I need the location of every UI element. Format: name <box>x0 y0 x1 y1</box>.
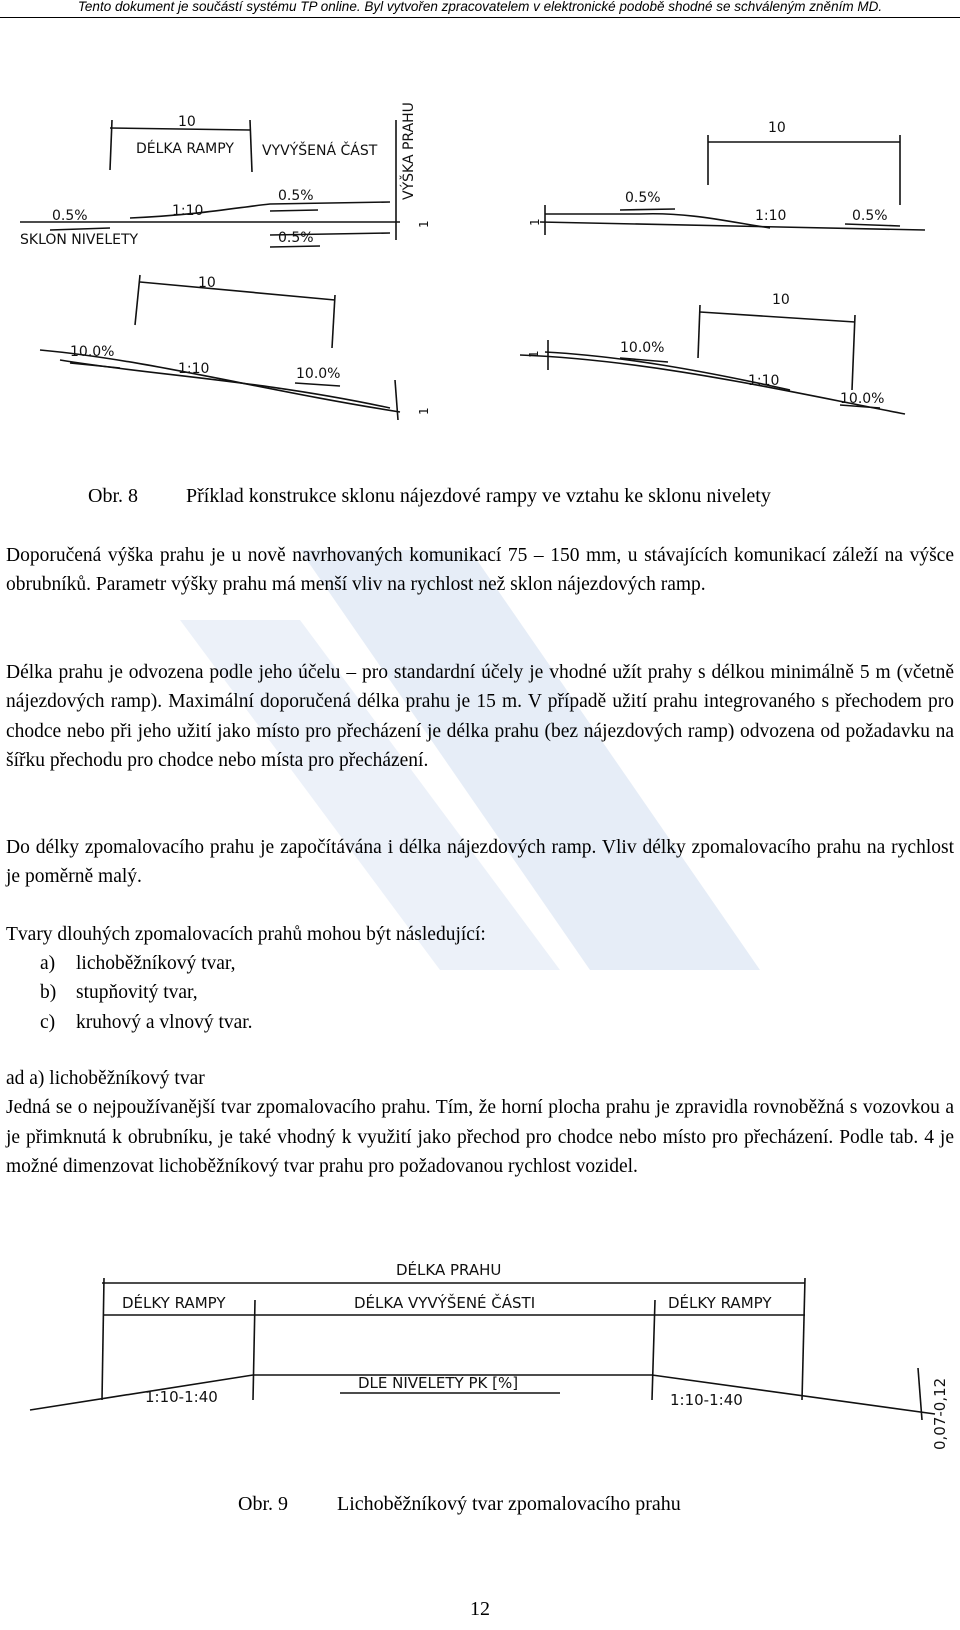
shapes-list <box>40 949 253 1037</box>
list-item <box>40 1008 253 1037</box>
section-heading: ad a) lichoběžníkový tvar <box>6 1068 205 1089</box>
fig8-tl-threshold-height: VÝŠKA PRAHU <box>401 102 417 200</box>
list-item-label: a) <box>40 953 56 974</box>
fig8-tl-raised-part: VYVÝŠENÁ ČÁST <box>262 143 378 159</box>
page-number: 12 <box>470 1598 490 1620</box>
figure-9-caption-text: Lichoběžníkový tvar zpomalovacího prahu <box>337 1493 681 1515</box>
figure-9-caption-number: Obr. 9 <box>238 1493 288 1515</box>
fig9-ramp-left: DÉLKY RAMPY <box>122 1294 226 1312</box>
fig8-tl-ratio: 1:10 <box>172 203 204 219</box>
fig9-total-length: DÉLKA PRAHU <box>396 1261 502 1279</box>
list-item-label: c) <box>40 1011 56 1033</box>
fig9-slope-left: 1:10-1:40 <box>145 1388 218 1406</box>
paragraph-text: Do délky zpomalovacího prahu je započítávána i délka nájezdových ramp. Vliv délky zpomalovacího prahu na rychlost je poměrně malý. <box>6 837 954 888</box>
list-item <box>40 949 253 978</box>
fig8-tl-unit: 1 <box>417 220 431 228</box>
fig8-tl-ramp-length: DÉLKA RAMPY <box>136 141 234 157</box>
paragraph-threshold-length <box>6 658 954 776</box>
paragraph-trapezoid <box>6 1064 954 1182</box>
fig9-slope-right: 1:10-1:40 <box>670 1391 743 1409</box>
figure-8-diagram <box>0 90 960 450</box>
fig8-tr-unit: 1 <box>528 218 542 226</box>
fig8-br-ratio: 1:10 <box>748 373 780 389</box>
fig8-tl-slope-bottom: 0.5% <box>278 230 314 246</box>
fig8-bl-unit: 1 <box>417 407 431 415</box>
fig8-tr-length: 10 <box>768 120 786 136</box>
paragraph-text: Doporučená výška prahu je u nově navrhovaných komunikací 75 – 150 mm, u stávajících komunikací záleží na výšce obrubníků. Parametr výšky prahu má menší vliv na rychlost než sklon nájezdových ramp. <box>6 545 954 596</box>
fig9-height: 0,07-0,12 <box>931 1377 949 1450</box>
list-item-text: stupňovitý tvar, <box>76 982 198 1004</box>
figure-8-caption-number: Obr. 8 <box>88 485 138 507</box>
paragraph-ramp-length <box>6 833 954 892</box>
fig8-br-length: 10 <box>772 292 790 308</box>
figure-9-diagram <box>0 1250 960 1480</box>
fig8-bl-slope-left: 10.0% <box>70 344 115 360</box>
fig8-bl-length: 10 <box>198 275 216 291</box>
fig9-grade: DLE NIVELETY PK [%] <box>358 1374 519 1392</box>
document-header: Tento dokument je součástí systému TP online. Byl vytvořen zpracovatelem v elektronické podobě shodné se schváleným zněním MD. <box>77 0 883 14</box>
paragraph-shapes-intro <box>6 920 954 949</box>
header-divider <box>0 17 960 18</box>
fig9-ramp-right: DÉLKY RAMPY <box>668 1294 772 1312</box>
paragraph-text: Délka prahu je odvozena podle jeho účelu – pro standardní účely je vhodné užít prahy s délkou minimálně 5 m (včetně nájezdových ramp). Maximální doporučená délka prahu je 15 m. V případě užití prahu integrovaného s přechodem pro chodce nebo při jeho užití jako místo pro přecházení je délka prahu (bez nájezdových ramp) odvozena od požadavku na šířku přechodu pro chodce nebo místa pro přecházení. <box>6 662 954 772</box>
list-item-text: kruhový a vlnový tvar. <box>76 1011 253 1033</box>
fig8-br-slope-left: 10.0% <box>620 340 665 356</box>
fig8-tl-slope-top: 0.5% <box>278 188 314 204</box>
fig8-br-slope-right: 10.0% <box>840 391 885 407</box>
fig8-tr-slope-left: 0.5% <box>625 190 661 206</box>
list-item <box>40 978 253 1007</box>
fig9-raised-part: DÉLKA VYVÝŠENÉ ČÁSTI <box>354 1294 536 1312</box>
fig8-tl-slope-left: 0.5% <box>52 208 88 224</box>
fig8-bl-ratio: 1:10 <box>178 361 210 377</box>
paragraph-threshold-height <box>6 541 954 600</box>
paragraph-text: Jedná se o nejpoužívanější tvar zpomalovacího prahu. Tím, že horní plocha prahu je zpravidla rovnoběžná s vozovkou a je přimknutá k obrubníku, je také vhodný k využití jako přechod pro chodce nebo místo pro přecházení. Podle tab. 4 je možné dimenzovat lichoběžníkový tvar prahu pro požadovanou rychlost vozidel. <box>6 1097 954 1178</box>
figure-8-caption-text: Příklad konstrukce sklonu nájezdové rampy ve vztahu ke sklonu nivelety <box>186 485 771 507</box>
paragraph-text: Tvary dlouhých zpomalovacích prahů mohou být následující: <box>6 924 486 945</box>
list-item-label: b) <box>40 982 57 1004</box>
fig8-bl-slope-right: 10.0% <box>296 366 341 382</box>
fig8-tr-slope-right: 0.5% <box>852 208 888 224</box>
fig8-tl-grade-label: SKLON NIVELETY <box>20 232 139 248</box>
fig8-tl-length: 10 <box>178 114 196 130</box>
fig8-br-unit: 1 <box>527 350 541 358</box>
list-item-text: lichoběžníkový tvar, <box>76 953 236 974</box>
fig8-tr-ratio: 1:10 <box>755 208 787 224</box>
